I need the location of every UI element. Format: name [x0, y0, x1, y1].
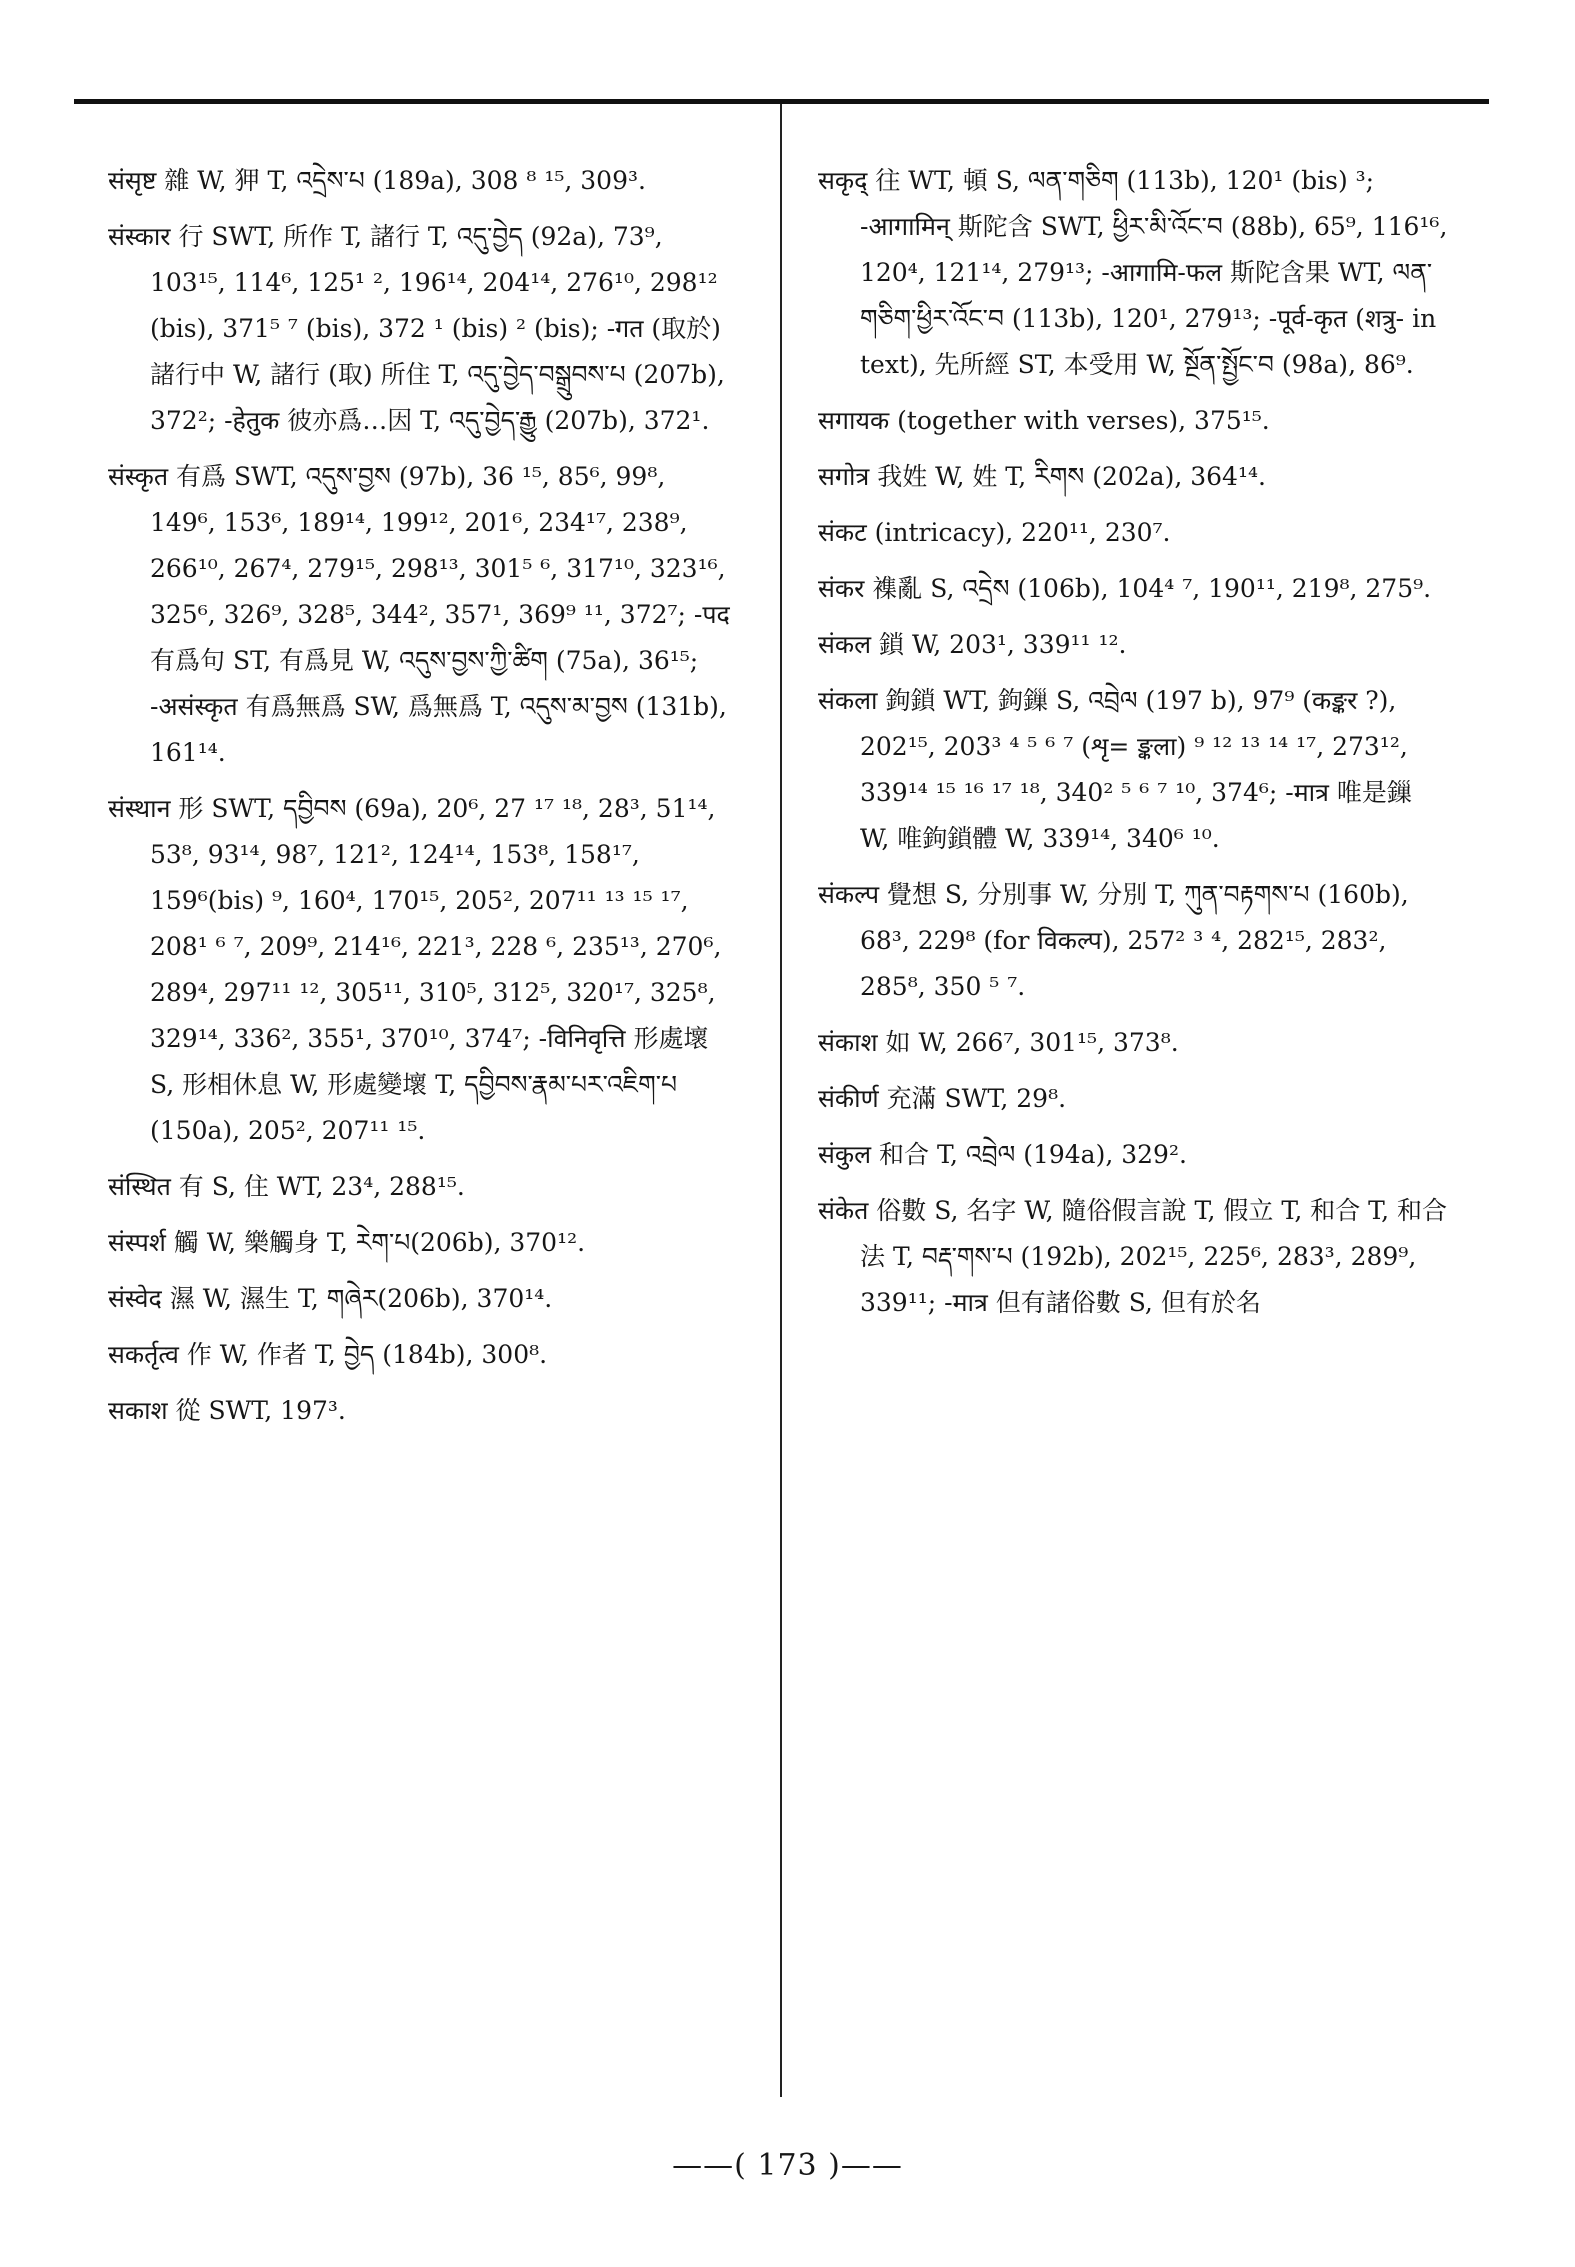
dictionary-entry: संस्थित 有 S, 住 WT, 23⁴, 288¹⁵.: [108, 1172, 465, 1201]
column-divider: [780, 104, 782, 2097]
dictionary-entry: सकाश 從 SWT, 197³.: [108, 1396, 346, 1425]
dictionary-entry: संस्कार 行 SWT, 所作 T, 諸行 T, འདུ་བྱེད (92a), 73⁹, 103¹⁵, 114⁶, 125¹ ², 196¹⁴, 204¹⁴, 276¹⁰, 298¹² (bis), 371⁵ ⁷ (bis), 372 ¹ (bis) ² (bis); -गत (取於) 諸行中 W, 諸行 (取) 所住 T, འདུ་བྱེད་བསྒྲུབས་པ (207b), 372²; -हेतुक 彼亦爲…因 T, འདུ་བྱེད་རྒྱུ (207b), 372¹.: [108, 222, 725, 435]
dictionary-entry: संकट (intricacy), 220¹¹, 230⁷.: [818, 518, 1171, 547]
dictionary-entry: सगायक (together with verses), 375¹⁵.: [818, 406, 1270, 435]
left-column: [108, 158, 738, 1444]
dictionary-entry: संकला 鉤鎖 WT, 鉤鏁 S, འབྲེལ (197 b), 97⁹ (कङ्कर ?), 202¹⁵, 203³ ⁴ ⁵ ⁶ ⁷ (शृ= ङ्कला) ⁹ ¹² ¹³ ¹⁴ ¹⁷, 273¹², 339¹⁴ ¹⁵ ¹⁶ ¹⁷ ¹⁸, 340² ⁵ ⁶ ⁷ ¹⁰, 374⁶; -मात्र 唯是鏁 W, 唯鉤鎖體 W, 339¹⁴, 340⁶ ¹⁰.: [818, 686, 1412, 853]
dictionary-entry: संकर 襍亂 S, འདྲེས (106b), 104⁴ ⁷, 190¹¹, 219⁸, 275⁹.: [818, 574, 1432, 603]
dictionary-entry: संस्थान 形 SWT, དབྱིབས (69a), 20⁶, 27 ¹⁷ ¹⁸, 28³, 51¹⁴, 53⁸, 93¹⁴, 98⁷, 121², 124¹⁴, 153⁸, 158¹⁷, 159⁶(bis) ⁹, 160⁴, 170¹⁵, 205², 207¹¹ ¹³ ¹⁵ ¹⁷, 208¹ ⁶ ⁷, 209⁹, 214¹⁶, 221³, 228 ⁶, 235¹³, 270⁶, 289⁴, 297¹¹ ¹², 305¹¹, 310⁵, 312⁵, 320¹⁷, 325⁸, 329¹⁴, 336², 355¹, 370¹⁰, 374⁷; -विनिवृत्ति 形處壞 S, 形相休息 W, 形處變壞 T, དབྱིབས་རྣམ་པར་འཇིག་པ (150a), 205², 207¹¹ ¹⁵.: [108, 794, 722, 1145]
right-column: [818, 158, 1448, 1336]
dictionary-entry: संकल्प 覺想 S, 分別事 W, 分別 T, ཀུན་བརྟགས་པ (160b), 68³, 229⁸ (for विकल्प), 257² ³ ⁴, 282¹⁵, 283², 285⁸, 350 ⁵ ⁷.: [818, 880, 1409, 1001]
dictionary-entry: संसृष्ट 雜 W, 狎 T, འདྲེས་པ (189a), 308 ⁸ ¹⁵, 309³.: [108, 166, 646, 195]
dictionary-entry: संकुल 和合 T, འབྲེལ (194a), 329².: [818, 1140, 1187, 1169]
page-number: ——( 173 )——: [672, 2148, 903, 2183]
dictionary-entry: सगोत्र 我姓 W, 姓 T, རིགས (202a), 364¹⁴.: [818, 462, 1266, 491]
dictionary-entry: सकृद् 往 WT, 頓 S, ལན་གཅིག (113b), 120¹ (bis) ³; -आगामिन् 斯陀含 SWT, ཕྱིར་མི་འོང་བ (88b), 65⁹, 116¹⁶, 120⁴, 121¹⁴, 279¹³; -आगामि-फल 斯陀含果 WT, ལན་གཅིག་ཕྱིར་འོང་བ (113b), 120¹, 279¹³; -पूर्व-कृत (शत्रु- in text), 先所經 ST, 本受用 W, སྔོན་སྤྱོང་བ (98a), 86⁹.: [818, 166, 1448, 379]
dictionary-entry: संस्पर्श 觸 W, 樂觸身 T, རེག་པ(206b), 370¹².: [108, 1228, 586, 1257]
dictionary-entry: संकीर्ण 充滿 SWT, 29⁸.: [818, 1084, 1067, 1113]
dictionary-entry: संकेत 俗數 S, 名字 W, 隨俗假言說 T, 假立 T, 和合 T, 和合法 T, བརྡ་གས་པ (192b), 202¹⁵, 225⁶, 283³, 289⁹, 339¹¹; -मात्र 但有諸俗數 S, 但有於名: [818, 1196, 1448, 1317]
dictionary-entry: संस्कृत 有爲 SWT, འདུས་བྱས (97b), 36 ¹⁵, 85⁶, 99⁸, 149⁶, 153⁶, 189¹⁴, 199¹², 201⁶, 234¹⁷, 238⁹, 266¹⁰, 267⁴, 279¹⁵, 298¹³, 301⁵ ⁶, 317¹⁰, 323¹⁶, 325⁶, 326⁹, 328⁵, 344², 357¹, 369⁹ ¹¹, 372⁷; -पद 有爲句 ST, 有爲見 W, འདུས་བྱས་ཀྱི་ཚིག (75a), 36¹⁵; -असंस्कृत 有爲無爲 SW, 爲無爲 T, འདུས་མ་བྱས (131b), 161¹⁴.: [108, 462, 730, 767]
dictionary-entry: संस्वेद 濕 W, 濕生 T, གཞེར(206b), 370¹⁴.: [108, 1284, 553, 1313]
dictionary-entry: संकाश 如 W, 266⁷, 301¹⁵, 373⁸.: [818, 1028, 1179, 1057]
dictionary-entry: संकल 鎖 W, 203¹, 339¹¹ ¹².: [818, 630, 1127, 659]
dictionary-entry: सकर्तृत्व 作 W, 作者 T, བྱེད (184b), 300⁸.: [108, 1340, 548, 1369]
